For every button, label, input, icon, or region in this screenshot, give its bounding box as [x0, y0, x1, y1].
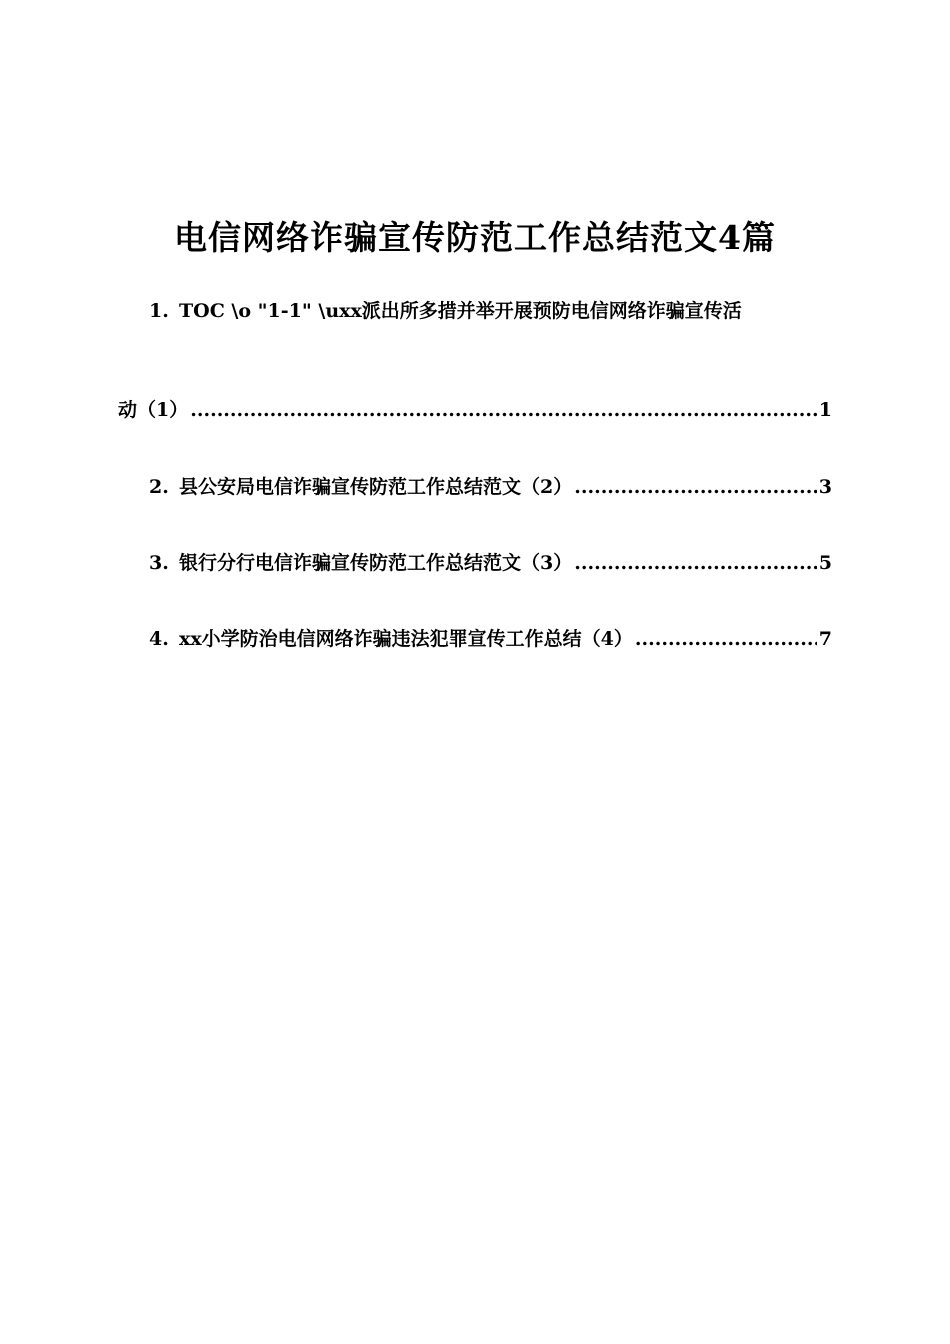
- toc-entry-text: 县公安局电信诈骗宣传防范工作总结范文（2）: [179, 476, 573, 498]
- toc-entry-text: 银行分行电信诈骗宣传防范工作总结范文（3）: [179, 552, 573, 574]
- toc-entry-1-line-1[interactable]: [118, 296, 832, 326]
- toc-page-number: 7: [818, 628, 832, 650]
- toc-entry-text: TOC \o "1-1" \uxx派出所多措并举开展预防电信网络诈骗宣传活: [179, 300, 742, 322]
- document-title: 电信网络诈骗宣传防范工作总结范文4篇: [174, 218, 776, 257]
- toc-entry-2[interactable]: [118, 472, 832, 502]
- dot-leader: [635, 624, 817, 654]
- toc-page-number: 5: [818, 552, 832, 574]
- dot-leader: [190, 395, 817, 425]
- toc-entry-4[interactable]: [118, 624, 832, 654]
- toc-page-number: 1: [818, 399, 832, 421]
- toc-entry-number: 4.: [149, 628, 169, 650]
- toc-entry-number: 2.: [149, 476, 169, 498]
- toc-entry-1-line-2[interactable]: [118, 395, 832, 425]
- dot-leader: [574, 472, 817, 502]
- toc-entry-text-continued: 动（1）: [118, 399, 189, 421]
- toc-page-number: 3: [818, 476, 832, 498]
- toc-entry-3[interactable]: [118, 548, 832, 578]
- dot-leader: [574, 548, 817, 578]
- toc-entry-text: xx小学防治电信网络诈骗违法犯罪宣传工作总结（4）: [179, 628, 633, 650]
- toc-entry-number: 3.: [149, 552, 169, 574]
- toc-entry-number: 1.: [149, 300, 169, 322]
